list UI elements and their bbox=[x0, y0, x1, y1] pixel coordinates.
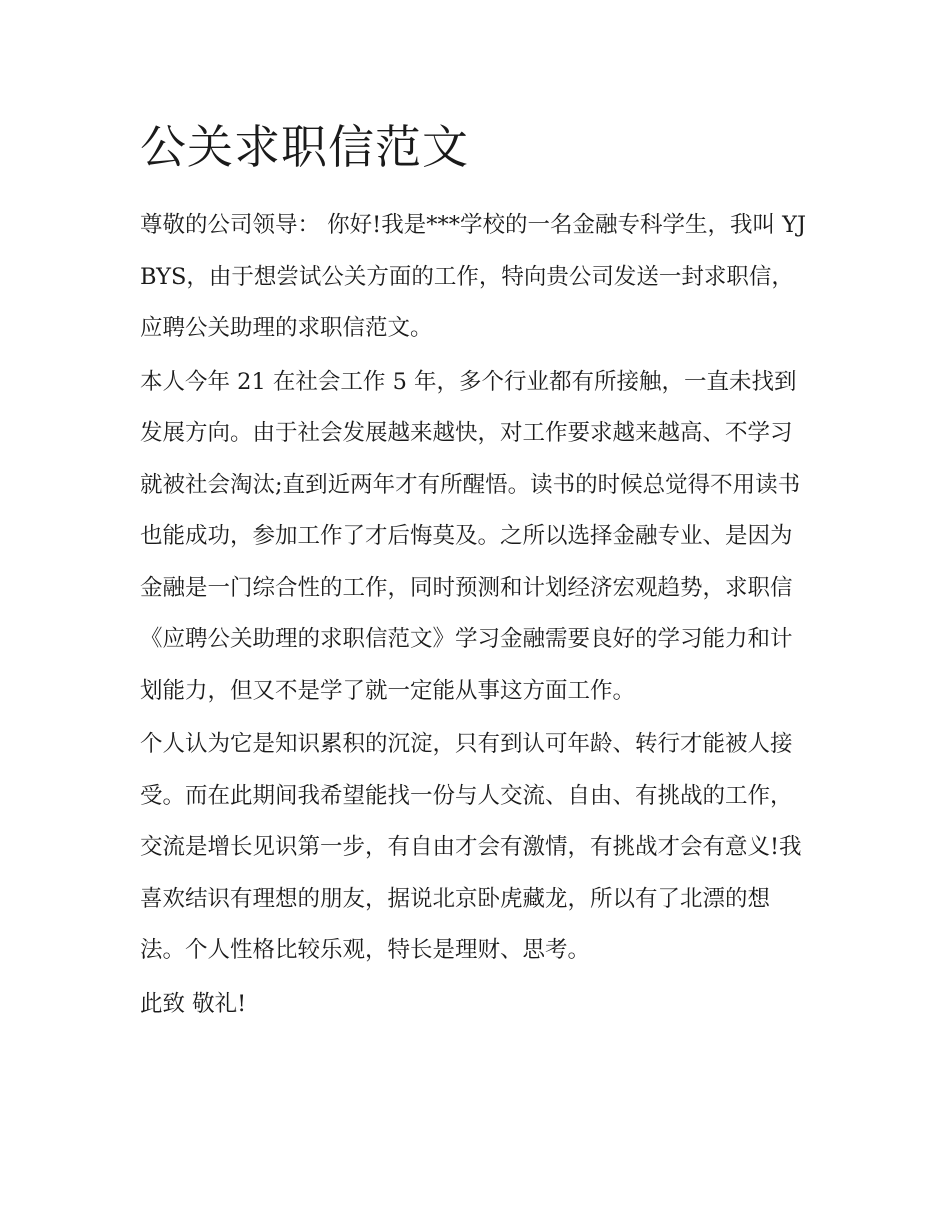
document-page bbox=[140, 112, 812, 1030]
paragraph-background: 本人今年 21 在社会工作 5 年，多个行业都有所接触，一直未找到发展方向。由于社会发展越来越快，对工作要求越来越高、不学习就被社会淘汰;直到近两年才有所醒悟。读书的时候总觉得不用读书也能成功，参加工作了才后悔莫及。之所以选择金融专业、是因为金融是一门综合性的工作，同时预测和计划经济宏观趋势，求职信《应聘公关助理的求职信范文》学习金融需要良好的学习能力和计划能力，但又不是学了就一定能从事这方面工作。 bbox=[140, 368, 801, 704]
paragraph-motivation: 个人认为它是知识累积的沉淀，只有到认可年龄、转行才能被人接受。而在此期间我希望能找一份与人交流、自由、有挑战的工作，交流是增长见识第一步，有自由才会有激情，有挑战才会有意义!我喜欢结识有理想的朋友，据说北京卧虎藏龙，所以有了北漂的想法。个人性格比较乐观，特长是理财、思考。 bbox=[140, 731, 802, 963]
document-title: 公关求职信范文 bbox=[140, 120, 469, 174]
paragraph-greeting: 尊敬的公司领导： 你好!我是***学校的一名金融专科学生，我叫 YJBYS，由于想尝试公关方面的工作，特向贵公司发送一封求职信，应聘公关助理的求职信范文。 bbox=[140, 212, 806, 341]
paragraph-closing: 此致 敬礼! bbox=[140, 990, 247, 1017]
